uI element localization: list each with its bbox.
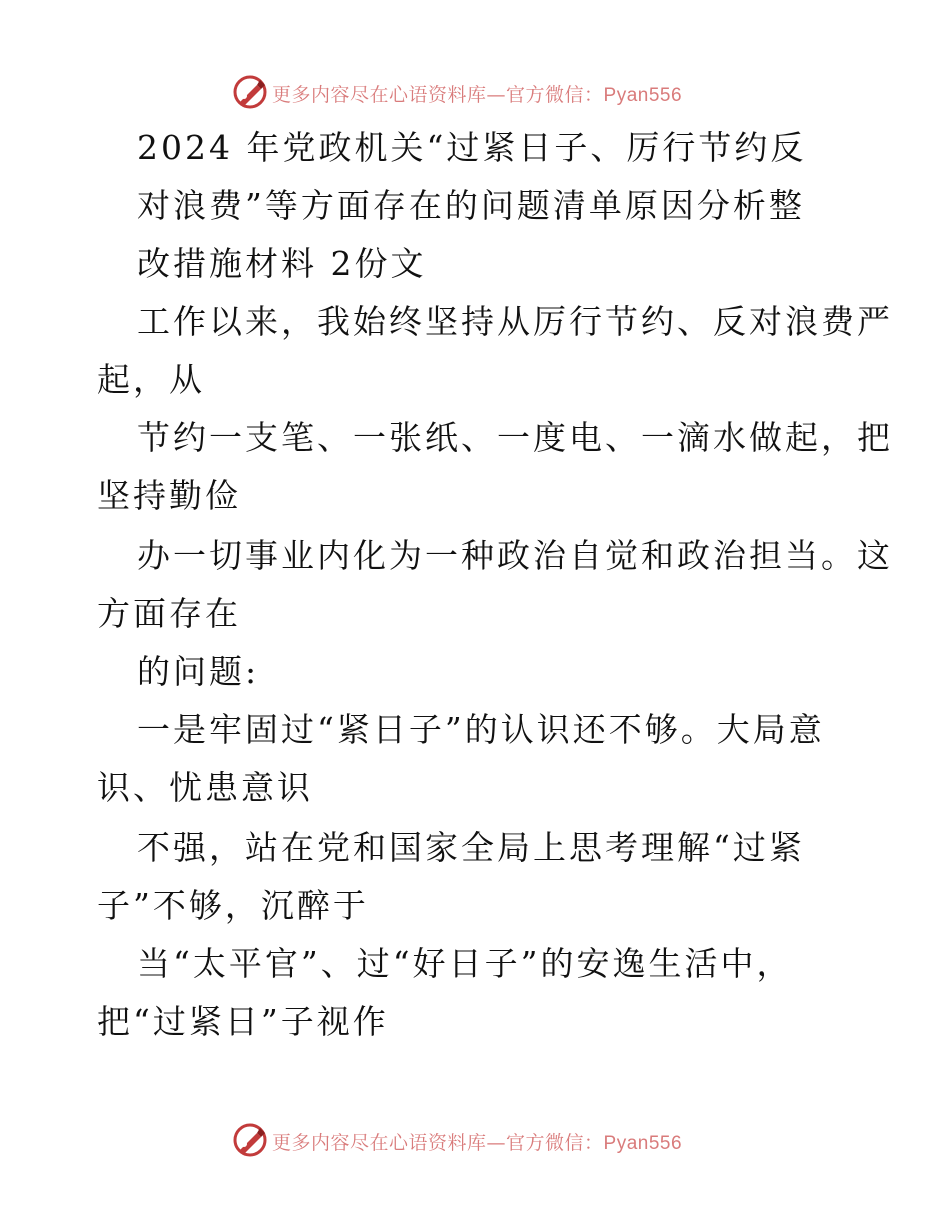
watermark-prefix: 更多内容尽在心语资料库—官方微信：: [272, 84, 604, 106]
body-line: 办一切事业内化为一种政治自觉和政治担当。这: [137, 536, 893, 575]
body-line: 方面存在: [97, 594, 241, 633]
watermark-header: [230, 72, 730, 112]
watermark-footer: [230, 1120, 730, 1160]
body-line: 工作以来，我始终坚持从厉行节约、反对浪费严: [137, 302, 893, 341]
body-line: 不强，站在党和国家全局上思考理解“过紧: [137, 828, 805, 867]
watermark-text: [272, 80, 682, 107]
body-line: 把“过紧日”子视作: [97, 1002, 389, 1041]
title-line-1: 2024 年党政机关“过紧日子、厉行节约反: [137, 128, 807, 167]
body-line: 子”不够，沉醉于: [97, 886, 369, 925]
watermark-id: Pyan556: [603, 1133, 683, 1154]
pen-logo-icon: [230, 1120, 270, 1160]
watermark-text: [272, 1128, 682, 1155]
title-line-3: 改措施材料 2份文: [137, 244, 427, 283]
body-line: 的问题:: [137, 652, 260, 691]
body-line: 节约一支笔、一张纸、一度电、一滴水做起，把: [137, 418, 893, 457]
body-line: 当“太平官”、过“好日子”的安逸生活中，: [137, 944, 793, 983]
title-line-2: 对浪费”等方面存在的问题清单原因分析整: [137, 186, 805, 225]
watermark-prefix: 更多内容尽在心语资料库—官方微信：: [272, 1132, 604, 1154]
watermark-id: Pyan556: [603, 85, 683, 106]
body-line: 识、忧患意识: [97, 768, 313, 807]
body-line: 起，从: [97, 360, 205, 399]
pen-logo-icon: [230, 72, 270, 112]
body-line: 一是牢固过“紧日子”的认识还不够。大局意: [137, 710, 825, 749]
body-line: 坚持勤俭: [97, 476, 241, 515]
